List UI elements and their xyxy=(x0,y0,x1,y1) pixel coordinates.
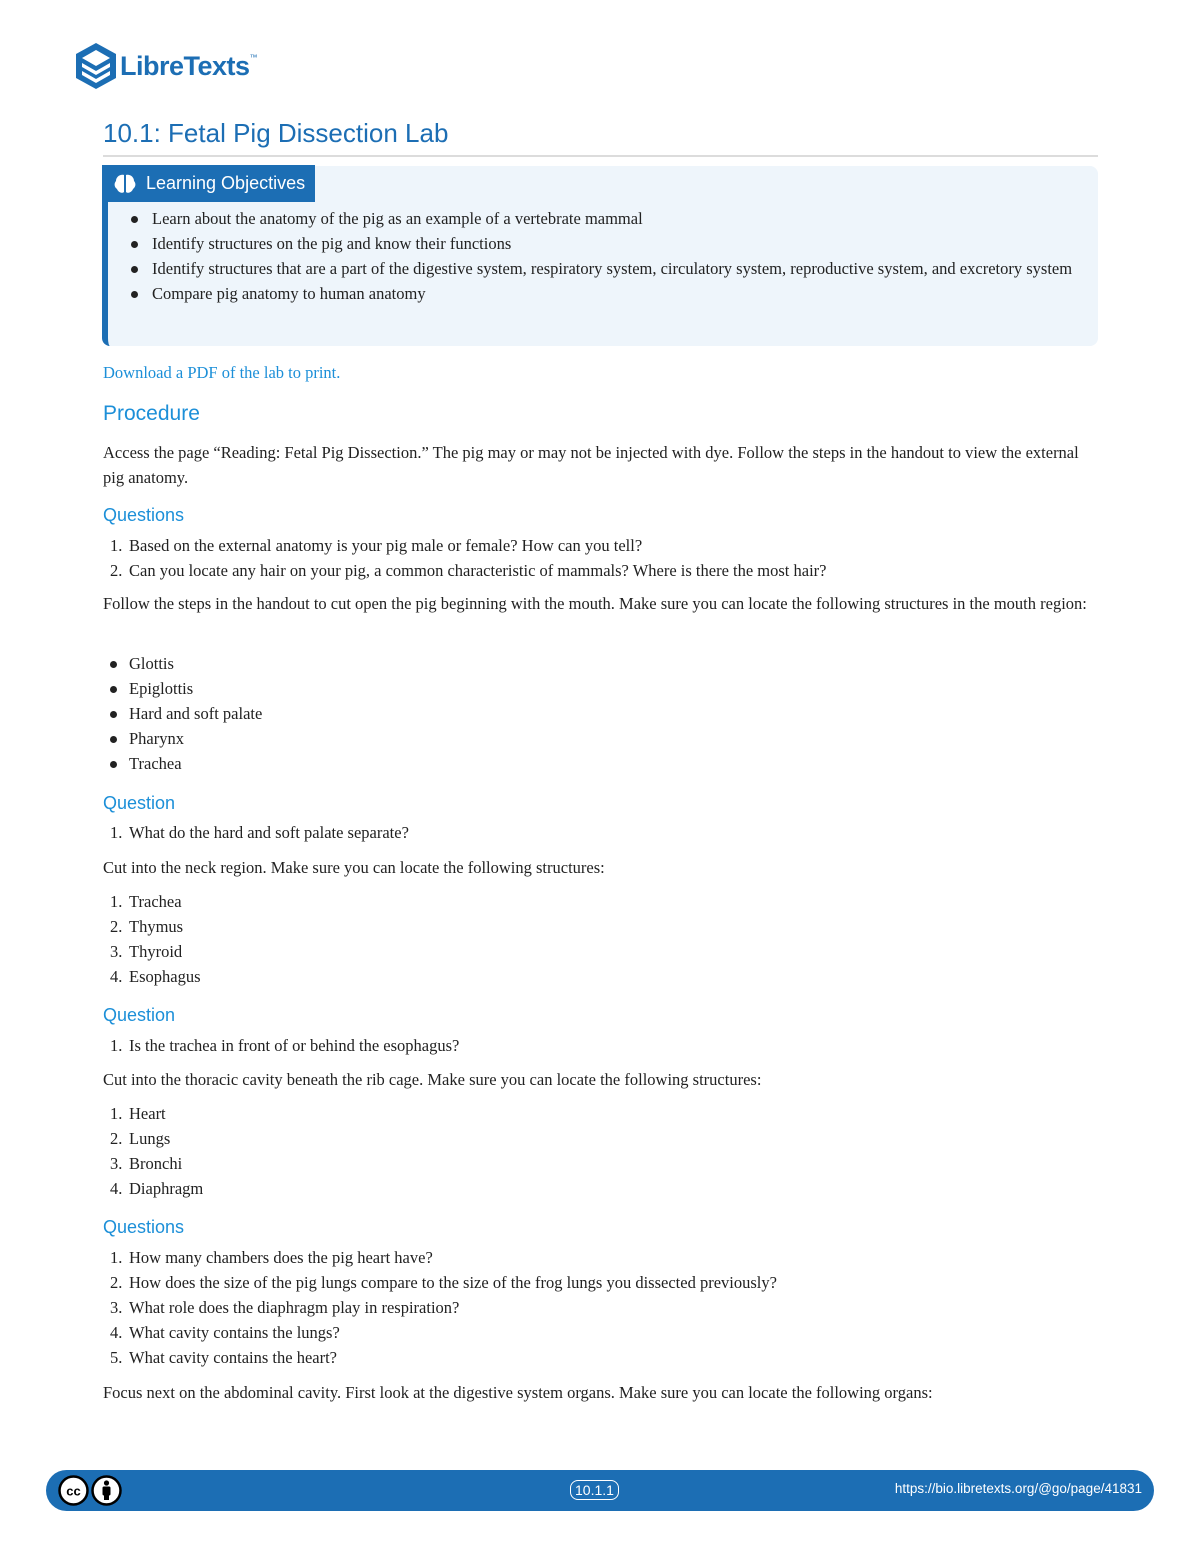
license-badge[interactable] xyxy=(58,1475,168,1506)
list-item: 1. Heart xyxy=(110,1104,166,1123)
libretexts-logo[interactable] xyxy=(74,41,258,91)
list-item: Trachea xyxy=(110,751,262,776)
learning-objectives-box xyxy=(102,166,1098,346)
thoracic-structures-list xyxy=(110,1101,203,1201)
abdominal-intro: Focus next on the abdominal cavity. First look at the digestive system organs. Make sure you can locate the following organs: xyxy=(103,1383,933,1402)
list-item: Identify structures that are a part of the digestive system, respiratory system, circulatory system, reproductive system, and excretory system xyxy=(148,256,1078,281)
list-item: Learn about the anatomy of the pig as an example of a vertebrate mammal xyxy=(148,206,1078,231)
page-footer xyxy=(46,1470,1154,1511)
list-item: 1. Based on the external anatomy is your pig male or female? How can you tell? xyxy=(110,536,643,555)
list-item: 4. Esophagus xyxy=(110,967,201,986)
list-item: 1. How many chambers does the pig heart have? xyxy=(110,1248,433,1267)
mouth-structures-list xyxy=(110,651,262,776)
list-item: 3. Bronchi xyxy=(110,1154,183,1173)
download-pdf-link[interactable]: Download a PDF of the lab to print. xyxy=(103,363,341,382)
question-heading: Question xyxy=(103,793,176,813)
thoracic-intro: Cut into the thoracic cavity beneath the rib cage. Make sure you can locate the following structures: xyxy=(103,1070,762,1089)
list-item: 2. Can you locate any hair on your pig, a common characteristic of mammals? Where is there the most hair? xyxy=(110,561,827,580)
question-list xyxy=(110,820,409,845)
libretexts-logo-icon xyxy=(74,41,118,91)
cc-icon xyxy=(58,1475,89,1506)
learning-objectives-header xyxy=(102,165,315,202)
list-item: Glottis xyxy=(110,651,262,676)
brain-icon xyxy=(114,174,136,194)
list-item: 2. Thymus xyxy=(110,917,184,936)
page-url-link[interactable]: https://bio.libretexts.org/@go/page/41831 xyxy=(894,1481,1142,1496)
questions-list xyxy=(110,533,827,583)
neck-structures-list xyxy=(110,889,201,989)
procedure-intro: Access the page “Reading: Fetal Pig Dissection.” The pig may or may not be injected with dye. Follow the steps in the handout to view the external pig anatomy. xyxy=(103,443,1079,487)
logo-trademark: ™ xyxy=(249,53,258,62)
mouth-intro: Follow the steps in the handout to cut open the pig beginning with the mouth. Make sure you can locate the following structures in the mouth region: xyxy=(103,594,1087,613)
list-item: Epiglottis xyxy=(110,676,262,701)
questions-heading: Questions xyxy=(103,1217,185,1237)
list-item: Pharynx xyxy=(110,726,262,751)
objectives-list xyxy=(148,206,1078,306)
learning-objectives-title: Learning Objectives xyxy=(146,173,306,193)
question-list xyxy=(110,1033,459,1058)
list-item: 3. Thyroid xyxy=(110,942,183,961)
page-title: 10.1: Fetal Pig Dissection Lab xyxy=(103,118,1098,157)
list-item: 4. Diaphragm xyxy=(110,1179,204,1198)
list-item: Compare pig anatomy to human anatomy xyxy=(148,281,1078,306)
list-item: 1. Is the trachea in front of or behind the esophagus? xyxy=(110,1036,460,1055)
list-item: Hard and soft palate xyxy=(110,701,262,726)
page-number: 10.1.1 xyxy=(570,1480,619,1500)
list-item: 4. What cavity contains the lungs? xyxy=(110,1323,340,1342)
list-item: 5. What cavity contains the heart? xyxy=(110,1348,337,1367)
list-item: 1. What do the hard and soft palate separate? xyxy=(110,823,409,842)
questions-list xyxy=(110,1245,777,1370)
svg-text:cc: cc xyxy=(66,1483,81,1499)
logo-wordmark: LibreTexts xyxy=(120,50,250,81)
by-icon xyxy=(91,1475,122,1506)
procedure-heading: Procedure xyxy=(103,402,200,425)
questions-heading: Questions xyxy=(103,505,185,525)
list-item: 2. Lungs xyxy=(110,1129,171,1148)
list-item: 1. Trachea xyxy=(110,892,182,911)
neck-intro: Cut into the neck region. Make sure you can locate the following structures: xyxy=(103,858,605,877)
list-item: 3. What role does the diaphragm play in respiration? xyxy=(110,1298,460,1317)
list-item: 2. How does the size of the pig lungs compare to the size of the frog lungs you dissected previously? xyxy=(110,1273,777,1292)
question-heading: Question xyxy=(103,1005,176,1025)
list-item: Identify structures on the pig and know their functions xyxy=(148,231,1078,256)
